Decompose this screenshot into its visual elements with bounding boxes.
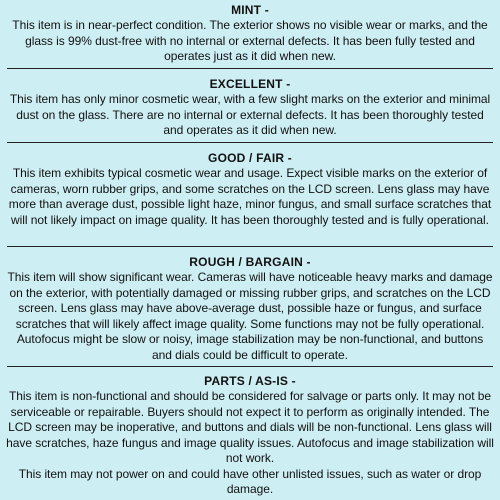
section-excellent	[0, 77, 500, 139]
section-title-good-fair: GOOD / FAIR -	[208, 151, 292, 165]
divider	[7, 246, 493, 247]
section-text-rough-bargain: This item will show significant wear. Cameras will have noticeable heavy marks and damage on the exterior, with potentially damaged or missing rubber grips, and scratches on the LCD screen. Lens glass may have above-average dust, possible haze or fungus, and surface scratches that will likely affect image quality. Some functions may not be fully operational. Autofocus might be slow or noisy, image stabilization may be non-functional, and buttons and dials could be difficult to operate.	[7, 270, 493, 362]
section-text-parts-as-is-extra: This item may not power on and could have other unlisted issues, such as water or drop damage.	[18, 466, 482, 496]
section-title-rough-bargain: ROUGH / BARGAIN -	[189, 255, 311, 269]
section-title-mint: MINT -	[231, 3, 269, 17]
section-rough-bargain	[0, 255, 500, 363]
divider	[7, 142, 493, 143]
section-parts-as-is	[0, 374, 500, 498]
section-text-good-fair: This item exhibits typical cosmetic wear and usage. Expect visible marks on the exterior of cameras, worn rubber grips, and some scratches on the LCD screen. Lens glass may have more than average dust, possible light haze, minor fungus, and small surface scratches that will not likely impact on image quality. It has been thoroughly tested and is fully operational.	[8, 166, 492, 227]
section-title-excellent: EXCELLENT -	[209, 77, 291, 91]
section-text-excellent: This item has only minor cosmetic wear, with a few slight marks on the exterior and minimal dust on the glass. There are no internal or external defects. It has been thoroughly tested and operates as it did when new.	[9, 92, 491, 137]
divider	[7, 366, 493, 367]
section-mint	[0, 3, 500, 65]
section-title-parts-as-is: PARTS / AS-IS -	[204, 374, 296, 388]
section-text-parts-as-is: This item is non-functional and should be considered for salvage or parts only. It may not be serviceable or repairable. Buyers should not expect it to perform as originally intended. The LCD screen may be inoperative, and buttons and dials will be non-functional. Lens glass will have scratches, haze fungus and image quality issues. Autofocus and image stabilization will not work.	[6, 389, 494, 465]
section-good-fair	[0, 151, 500, 228]
section-text-mint: This item is in near-perfect condition. The exterior shows no visible wear or marks, and the glass is 99% dust-free with no internal or external defects. It has been fully tested and operates just as it did when new.	[12, 18, 488, 63]
divider	[7, 68, 493, 69]
